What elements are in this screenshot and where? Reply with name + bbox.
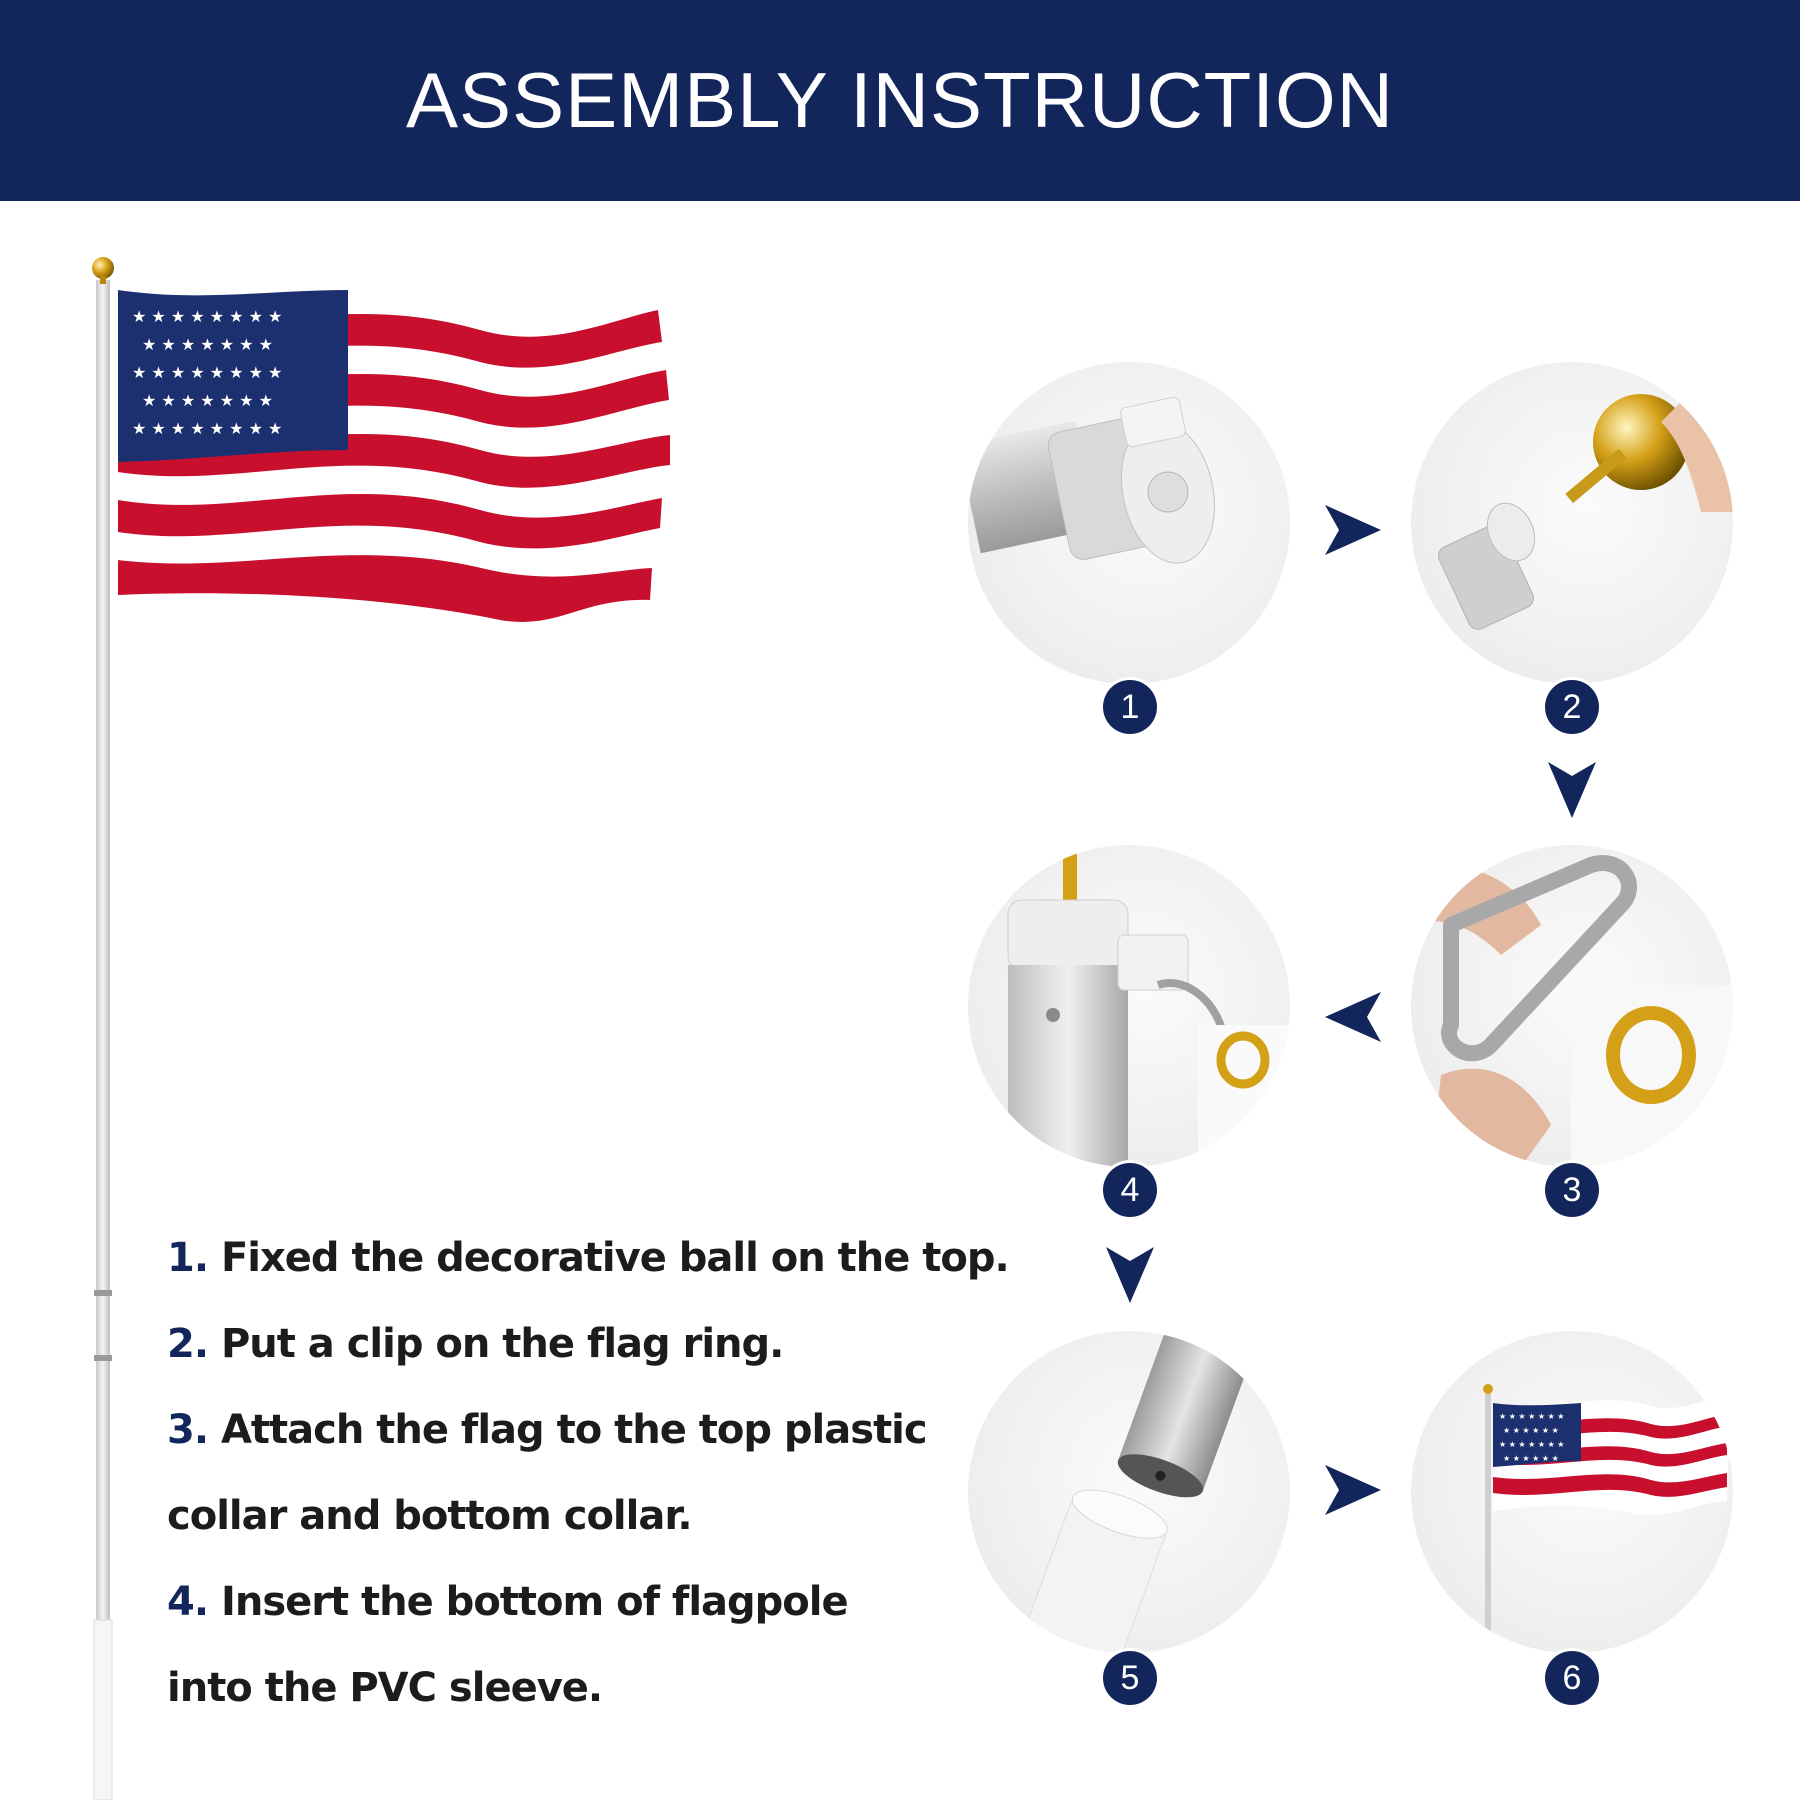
step-1-image — [968, 362, 1290, 684]
arrow-down-icon — [1106, 1247, 1154, 1303]
step-badge-1: 1 — [1103, 680, 1157, 734]
svg-text:★ ★ ★ ★ ★ ★ ★: ★ ★ ★ ★ ★ ★ ★ — [142, 391, 273, 410]
arrow-left-icon — [1325, 992, 1381, 1042]
step-badge-6: 6 — [1545, 1651, 1599, 1705]
svg-text:★ ★ ★ ★ ★ ★ ★: ★ ★ ★ ★ ★ ★ ★ — [1499, 1440, 1565, 1449]
svg-text:★ ★ ★ ★ ★ ★ ★ ★: ★ ★ ★ ★ ★ ★ ★ ★ — [132, 363, 283, 382]
svg-text:★ ★ ★ ★ ★ ★ ★: ★ ★ ★ ★ ★ ★ ★ — [142, 335, 273, 354]
arrow-right-icon — [1325, 1465, 1381, 1515]
step-badge-5: 5 — [1103, 1651, 1157, 1705]
step-4-image — [968, 845, 1290, 1167]
svg-text:★ ★ ★ ★ ★ ★ ★ ★: ★ ★ ★ ★ ★ ★ ★ ★ — [132, 419, 283, 438]
step-5-image — [968, 1331, 1290, 1653]
svg-text:★ ★ ★ ★ ★ ★ ★ ★: ★ ★ ★ ★ ★ ★ ★ ★ — [132, 307, 283, 326]
svg-text:★ ★ ★ ★ ★ ★: ★ ★ ★ ★ ★ ★ — [1503, 1426, 1559, 1435]
instruction-step-3-continuation: collar and bottom collar. — [167, 1493, 692, 1539]
step-6-image — [1411, 1331, 1733, 1653]
step-badge-3: 3 — [1545, 1163, 1599, 1217]
instruction-step-2: 2. Put a clip on the flag ring. — [167, 1321, 784, 1367]
page-title: ASSEMBLY INSTRUCTION — [406, 56, 1394, 144]
svg-text:★ ★ ★ ★ ★ ★: ★ ★ ★ ★ ★ ★ — [1503, 1454, 1559, 1463]
instruction-step-3: 3. Attach the flag to the top plastic — [167, 1407, 927, 1453]
header-banner — [0, 0, 1800, 201]
step-badge-4: 4 — [1103, 1163, 1157, 1217]
instruction-step-4: 4. Insert the bottom of flagpole — [167, 1579, 848, 1625]
instruction-step-1: 1. Fixed the decorative ball on the top. — [167, 1235, 1009, 1281]
step-3-image — [1411, 845, 1733, 1167]
step-2-image — [1411, 362, 1733, 684]
arrow-right-icon — [1325, 505, 1381, 555]
step-badge-2: 2 — [1545, 680, 1599, 734]
arrow-down-icon — [1548, 762, 1596, 818]
svg-text:★ ★ ★ ★ ★ ★ ★: ★ ★ ★ ★ ★ ★ ★ — [1499, 1412, 1565, 1421]
instruction-step-4-continuation: into the PVC sleeve. — [167, 1665, 603, 1711]
instruction-list — [167, 1215, 1009, 1731]
